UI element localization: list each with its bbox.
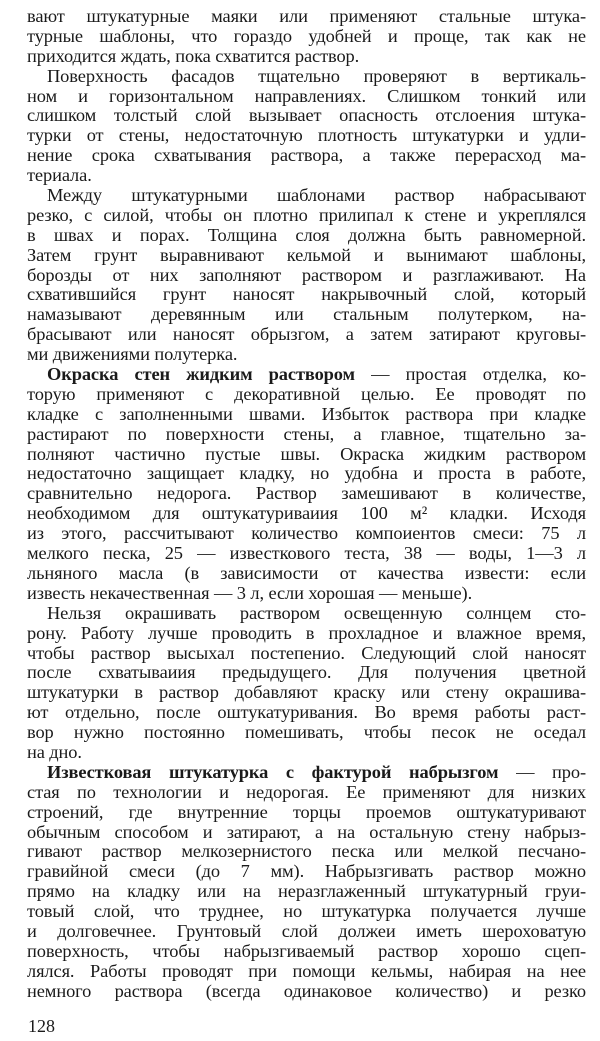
line-text: — про- — [498, 761, 586, 782]
line-text: штукатурки в раствор добавляют краску или стену окрашива- — [27, 682, 586, 703]
line-text: резко, с силой, чтобы он плотно прилипал к стене и укреплялся — [27, 204, 586, 225]
line-text: чтобы раствор высыхал постепенио. Следующий слой наносят — [27, 642, 586, 663]
line-text: вор нужно постоянно помешивать, чтобы песок не оседал — [27, 722, 586, 743]
line-text: териала. — [27, 165, 92, 186]
line-text: на дно. — [27, 741, 82, 762]
text-line — [27, 544, 586, 564]
line-text: торую применяют с декоративной целью. Ее проводят по — [27, 383, 586, 404]
line-text: растирают по поверхности стены, а главное, тщательно за- — [27, 423, 586, 444]
line-text: сравнительно недорога. Раствор замешивают в количестве, — [27, 483, 586, 504]
line-text: Нельзя окрашивать раствором освещенную солнцем сто- — [47, 602, 586, 623]
text-line — [27, 87, 586, 107]
text-line — [27, 902, 586, 922]
text-line — [27, 345, 586, 365]
text-line — [27, 862, 586, 882]
text-line — [27, 564, 586, 584]
text-line — [27, 27, 586, 47]
line-text: ном и горизонтальном направлениях. Слишком тонкий или — [27, 85, 586, 106]
page-number: 128 — [28, 1016, 55, 1036]
text-line — [27, 882, 586, 902]
text-line — [27, 186, 586, 206]
text-line — [27, 106, 586, 126]
text-line — [27, 962, 586, 982]
text-line — [27, 584, 586, 604]
text-line — [27, 663, 586, 683]
text-line — [27, 942, 586, 962]
line-text: ют отдельно, после оштукатуривания. Во время работы раст- — [27, 702, 586, 723]
text-line — [27, 982, 586, 1002]
text-line — [27, 266, 586, 286]
line-text: товый слой, что труднее, но штукатурка получается лучше — [27, 901, 586, 922]
text-line — [27, 385, 586, 405]
line-text: поверхность, чтобы набрызгиваемый раствор хорошо сцеп- — [27, 940, 586, 961]
line-text: схватившийся грунт наносят накрывочный слой, который — [27, 284, 586, 305]
page-text — [27, 7, 586, 1002]
text-line — [27, 67, 586, 87]
line-text: из этого, рассчитывают количество компоиентов смеси: 75 л — [27, 523, 586, 544]
line-text: намазывают деревянным или стальным полутерком, на- — [27, 304, 586, 325]
line-text: брасывают или наносят обрызгом, а затем затирают круговы- — [27, 324, 586, 345]
line-text: стая по технологии и недорогая. Ее применяют для низких — [27, 781, 586, 802]
line-text: известь некачественная — 3 л, если хорошая — меньше). — [27, 582, 473, 603]
text-line — [27, 246, 586, 266]
text-line — [27, 604, 586, 624]
line-text: слишком толстый слой вызывает опасность отслоения штука- — [27, 105, 586, 126]
bold-term: Известковая штукатурка с фактурой набрызгом — [47, 761, 499, 782]
line-text: недостаточно защищает кладку, но удобна и проста в работе, — [27, 463, 586, 484]
line-text: Между штукатурными шаблонами раствор набрасывают — [47, 185, 586, 206]
text-line — [27, 484, 586, 504]
line-text: борозды от них заполняют раствором и разглаживают. На — [27, 264, 586, 285]
text-line — [27, 524, 586, 544]
line-text: мелкого песка, 25 — известкового теста, 38 — воды, 1—3 л — [27, 543, 586, 564]
text-line — [27, 703, 586, 723]
line-text: ми движениями полутерка. — [27, 344, 238, 365]
line-text: прямо на кладку или на неразглаженный штукатурный груи- — [27, 881, 586, 902]
text-line — [27, 644, 586, 664]
text-line — [27, 47, 586, 67]
text-line — [27, 803, 586, 823]
line-text: турные шаблоны, что гораздо удобней и проще, так как не — [27, 25, 586, 46]
line-text: гравийной смеси (до 7 мм). Набрызгивать раствор можно — [27, 861, 586, 882]
text-line — [27, 365, 586, 385]
line-text: турки от стены, недостаточную плотность штукатурки и удли- — [27, 125, 586, 146]
text-line — [27, 464, 586, 484]
line-text: немного раствора (всегда одинаковое количество) и резко — [27, 980, 586, 1001]
line-text: Затем грунт выравнивают кельмой и вынимают шаблоны, — [27, 244, 586, 265]
text-line — [27, 445, 586, 465]
line-text: необходимом для оштукатуриваиия 100 м² кладки. Исходя — [27, 503, 586, 524]
text-line — [27, 842, 586, 862]
text-line — [27, 405, 586, 425]
line-text: вают штукатурные маяки или применяют стальные штука- — [27, 6, 586, 26]
line-text: — простая отделка, ко- — [354, 364, 586, 385]
text-line — [27, 504, 586, 524]
line-text: кладке с заполненными швами. Избыток раствора при кладке — [27, 403, 586, 424]
line-text: гивают раствор мелкозернистого песка или мелкой песчано- — [27, 841, 586, 862]
text-line — [27, 922, 586, 942]
text-line — [27, 425, 586, 445]
text-line — [27, 683, 586, 703]
line-text: полняют частично пустые швы. Окраска жидким раствором — [27, 443, 586, 464]
text-line — [27, 7, 586, 27]
line-text: лялся. Работы проводят при помощи кельмы, набирая на нее — [27, 960, 586, 981]
bold-term: Окраска стен жидким раствором — [47, 364, 355, 385]
line-text: Поверхность фасадов тщательно проверяют в вертикаль- — [47, 65, 586, 86]
line-text: и долговечнее. Грунтовый слой должеи иметь шероховатую — [27, 920, 586, 941]
text-line — [27, 226, 586, 246]
text-line — [27, 166, 586, 186]
line-text: после схватываиия предыдущего. Для получения цветной — [27, 662, 586, 683]
line-text: рону. Работу лучше проводить в прохладное и влажное время, — [27, 622, 586, 643]
text-line — [27, 126, 586, 146]
line-text: обычным способом и затирают, а на остальную стену набрыз- — [27, 821, 586, 842]
line-text: строений, где внутренние торцы проемов оштукатуривают — [27, 801, 586, 822]
line-text: льняного масла (в зависимости от качества извести: если — [27, 562, 586, 583]
text-line — [27, 206, 586, 226]
text-line — [27, 285, 586, 305]
text-line — [27, 823, 586, 843]
text-line — [27, 763, 586, 783]
text-line — [27, 723, 586, 743]
line-text: в швах и порах. Толщина слоя должна быть равномерной. — [27, 224, 586, 245]
text-line — [27, 624, 586, 644]
text-line — [27, 146, 586, 166]
text-line — [27, 325, 586, 345]
text-line — [27, 743, 586, 763]
line-text: нение срока схватывания раствора, а также перерасход ма- — [27, 145, 586, 166]
text-line — [27, 783, 586, 803]
text-line — [27, 305, 586, 325]
line-text: приходится ждать, пока схватится раствор. — [27, 45, 360, 66]
